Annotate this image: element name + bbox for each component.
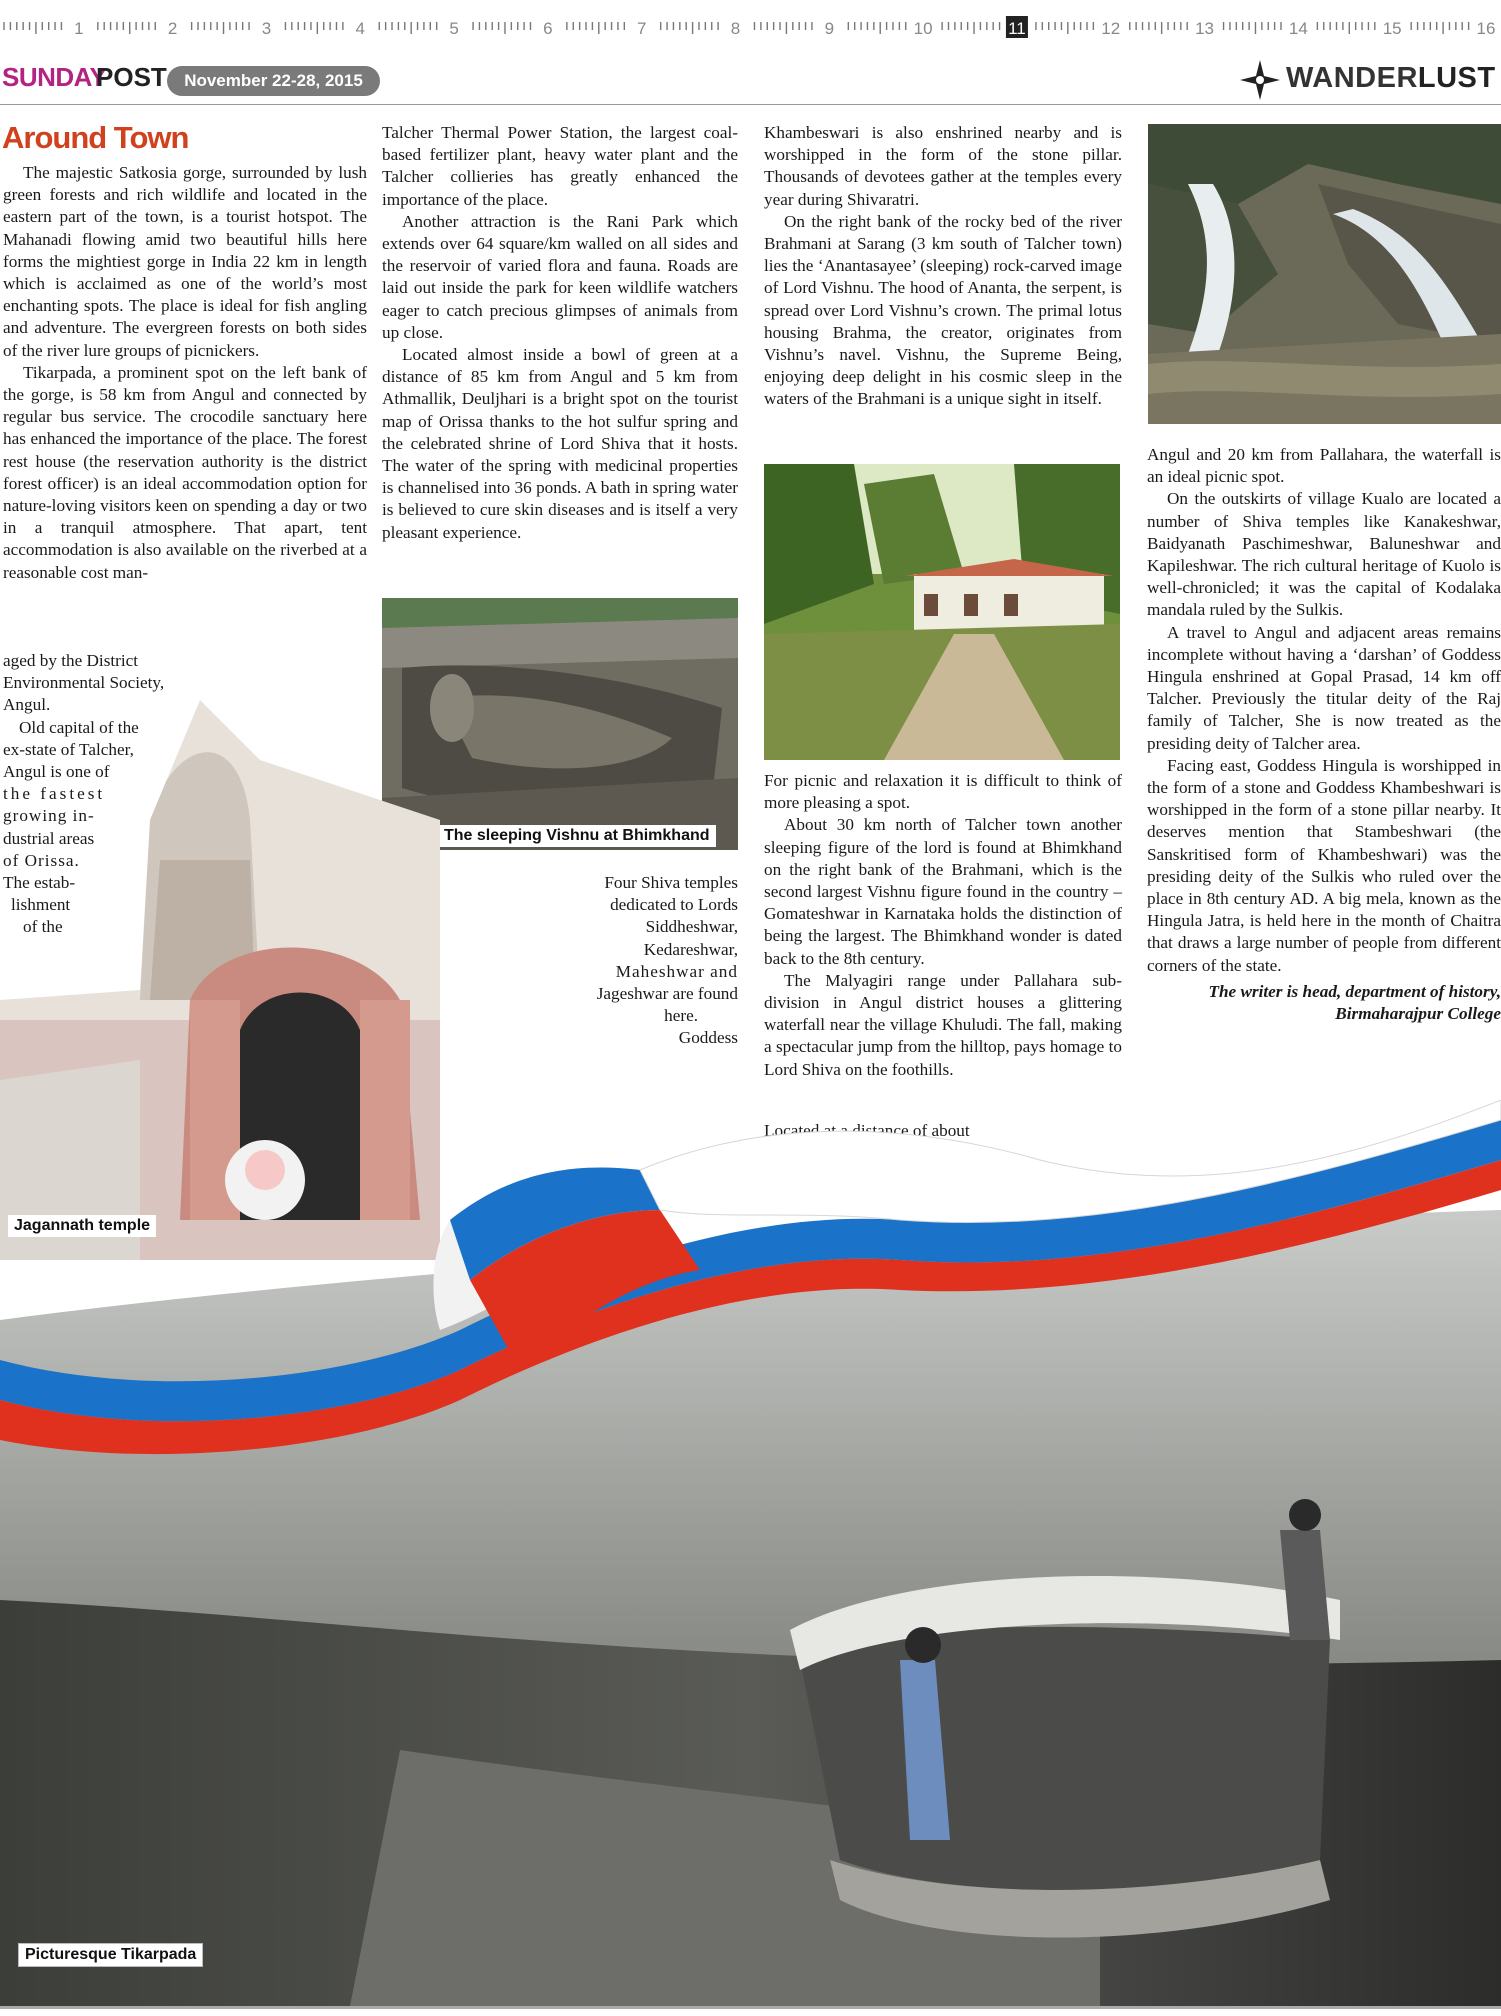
rest-house-photo bbox=[764, 464, 1120, 760]
paragraph: Tikarpada, a prominent spot on the left bank of the gorge, is 58 km from Angul and connected by regular bus service. The crocodile sanctuary here has enhanced the importance of the place. The forest rest house (the reservation authority is the district forest officer) is an ideal accommodation option for nature-loving visitors keen on spending a day or two in a tranquil atmosphere. That apart, tent accommodation is also available on the riverbed at a reasonable cost man- bbox=[3, 362, 367, 582]
tikarpada-caption: Picturesque Tikarpada bbox=[18, 1943, 203, 1967]
ruler-number: 6 bbox=[543, 19, 553, 38]
tricolour-ribbon bbox=[0, 1100, 1501, 1460]
compass-star-icon bbox=[1240, 60, 1280, 100]
text-line: Four Shiva temples bbox=[604, 873, 738, 892]
text-line: dustrial areas bbox=[3, 828, 95, 848]
paragraph: On the right bank of the rocky bed of the river Brahmani at Sarang (3 km south of Talcher town) lies the ‘Anantasayee’ (sleeping) rock-carved image of Lord Vishnu. The hood of Ananta, the serpent, is spread over Lord Vishnu’s crown. The primal lotus housing Brahma, the creator, originates from Vishnu’s navel. Vishnu, the Supreme Being, enjoying deep delight in his cosmic sleep in the waters of the Brahmani is a unique sight in itself. bbox=[764, 211, 1122, 409]
column-3-lower bbox=[764, 770, 1122, 1081]
temple-caption: Jagannath temple bbox=[8, 1215, 156, 1237]
paragraph: About 30 km north of Talcher town another sleeping figure of the lord is found at Bhimkhand on the right bank of the Brahmani, which is the second largest Vishnu figure found in the country – Gomateshwar in Karnataka holds the distinction of being the largest. The Bhimkhand wonder is dated back to the 8th century. bbox=[764, 815, 1122, 968]
text-line: Jageshwar are found bbox=[596, 984, 738, 1004]
ruler-number: 15 bbox=[1382, 19, 1402, 38]
text-line: Maheshwar and bbox=[615, 961, 738, 981]
ruler-graphic bbox=[0, 0, 1501, 44]
text-line: Angul is one of bbox=[3, 762, 110, 782]
ruler-number: 16 bbox=[1476, 19, 1496, 38]
text-line: Siddheshwar, bbox=[645, 917, 738, 937]
text-line: The estab- bbox=[3, 873, 76, 893]
ruler-number: 9 bbox=[824, 19, 835, 38]
ruler-number: 7 bbox=[636, 19, 647, 38]
article-title: Around Town bbox=[2, 120, 189, 155]
paragraph: Talcher Thermal Power Station, the largest coal-based fertilizer plant, heavy water plant and the Talcher collieries has greatly enhanced the importance of the place. bbox=[382, 123, 738, 209]
ruler-number: 3 bbox=[261, 19, 272, 38]
text-line: of Orissa. bbox=[3, 850, 80, 870]
paragraph: The majestic Satkosia gorge, surrounded by lush green forests and rich wildlife and located in the eastern part of the town, is a tourist hotspot. The Mahanadi flowing amid two beautiful hills here forms the mightiest gorge in India 22 km in length which is acclaimed as one of the world’s most enchanting spots. The place is ideal for fish angling and adventure. The evergreen forests on both sides of the river lure groups of picnickers. bbox=[3, 163, 367, 360]
credit-line: The writer is head, department of history, bbox=[1208, 981, 1501, 1001]
column-1 bbox=[3, 162, 367, 584]
text-line: lishment bbox=[11, 895, 71, 915]
text-line: the fastest bbox=[3, 784, 106, 804]
page-ruler bbox=[0, 0, 1501, 44]
text-line: growing in- bbox=[3, 806, 95, 826]
column-4 bbox=[1147, 444, 1501, 1025]
ruler-number: 10 bbox=[913, 19, 933, 38]
paragraph: The Malyagiri range under Pallahara sub-division in Angul district houses a glittering waterfall near the village Khuludi. The fall, making a spectacular jump from the hilltop, pays homage to Lord Shiva on the foothills. bbox=[764, 970, 1122, 1079]
ruler-number: 2 bbox=[167, 19, 178, 38]
column-3 bbox=[764, 122, 1122, 411]
paragraph: Another attraction is the Rani Park which extends over 64 square/km walled on all sides and the reservoir of varied flora and fauna. Roads are laid out inside the park for keen wildlife watchers eager to catch precious glimpses of animals from up close. bbox=[382, 211, 738, 342]
ruler-number: 5 bbox=[449, 19, 459, 38]
column-2-wrap bbox=[560, 872, 738, 1050]
text-line: Angul. bbox=[3, 695, 51, 715]
brand-second-word: POST bbox=[96, 62, 167, 92]
paragraph: For picnic and relaxation it is difficult to think of more pleasing a spot. bbox=[764, 771, 1122, 813]
ruler-number: 14 bbox=[1288, 19, 1308, 38]
vishnu-caption: The sleeping Vishnu at Bhimkhand bbox=[438, 825, 716, 847]
text-line: aged by the District bbox=[3, 651, 139, 670]
text-line: Goddess bbox=[678, 1028, 738, 1048]
paragraph: On the outskirts of village Kualo are located a number of Shiva temples like Kanakeshwar, Baidyanath Paschimeshwar, Baluneshwar and Kapileshwar. The rich cultural heritage of Kuolo is well-chronicled; it was the capital of Kodalaka mandala ruled by the Sulkis. bbox=[1147, 489, 1501, 620]
text-line: Located at a distance of about bbox=[764, 1121, 970, 1140]
text-line: dedicated to Lords bbox=[610, 895, 738, 915]
text-line: ex-state of Talcher, bbox=[3, 739, 134, 759]
ruler-number: 12 bbox=[1101, 19, 1121, 38]
section-label-first: WANDER bbox=[1286, 62, 1418, 94]
ruler-number: 13 bbox=[1195, 19, 1215, 38]
text-line: Environmental Society, bbox=[3, 673, 165, 693]
credit-line: Birmaharajpur College bbox=[1335, 1004, 1501, 1024]
paragraph: A travel to Angul and adjacent areas remains incomplete without having a ‘darshan’ of Goddess Hingula enshrined at Gopal Prasad, 14 km off Talcher. Previously the titular deity of the Raj family of Talcher, She is now treated as the presiding deity of Talcher area. bbox=[1147, 622, 1501, 753]
ruler-number: 1 bbox=[74, 19, 84, 38]
ruler-number: 11 bbox=[1008, 19, 1026, 38]
header-divider bbox=[0, 104, 1501, 105]
text-line: of the bbox=[23, 917, 63, 937]
paragraph: Khambeswari is also enshrined nearby and is worshipped in the form of the stone pillar. Thousands of devotees gather at the temples every year during Shivaratri. bbox=[764, 123, 1122, 209]
section-label-second: LUST bbox=[1417, 62, 1496, 94]
ruler-number: 4 bbox=[355, 19, 365, 38]
ruler-number: 8 bbox=[730, 19, 741, 38]
text-line: Old capital of the bbox=[19, 717, 139, 737]
paragraph: Located almost inside a bowl of green at a distance of 85 km from Angul and 5 km from Athmallik, Deuljhari is a bright spot on the tourist map of Orissa thanks to the hot sulfur spring and the celebrated shrine of Lord Shiva that it hosts. The water of the spring with medicinal properties is channelised into 36 ponds. A bath in spring water is believed to cure skin diseases and is itself a very pleasant experience. bbox=[382, 345, 738, 542]
column-2 bbox=[382, 122, 738, 544]
section-label bbox=[1286, 62, 1496, 95]
paragraph: Facing east, Goddess Hingula is worshipped in the form of a stone and Goddess Khambeshwari is worshipped in the form of a stone pillar nearby. It deserves mention that Stambeshwari (the Sanskritised form of Khambeshwari) was the presiding deity of the Sulkis who ruled over the place in 8th century AD. A big mela, known as the Hingula Jatra, is held here in the month of Chaitra that draws a large number of people from different corners of the state. bbox=[1147, 755, 1501, 975]
issue-date-badge: November 22-28, 2015 bbox=[167, 66, 380, 96]
paragraph: Angul and 20 km from Pallahara, the waterfall is an ideal picnic spot. bbox=[1147, 445, 1501, 487]
text-line: here. bbox=[664, 1006, 698, 1026]
brand-first-word: SUNDAY bbox=[2, 62, 107, 92]
text-line: Kedareshwar, bbox=[643, 939, 738, 959]
author-credit bbox=[1147, 981, 1501, 1025]
footer-rule bbox=[0, 2006, 1501, 2009]
waterfall-photo bbox=[1148, 124, 1501, 424]
